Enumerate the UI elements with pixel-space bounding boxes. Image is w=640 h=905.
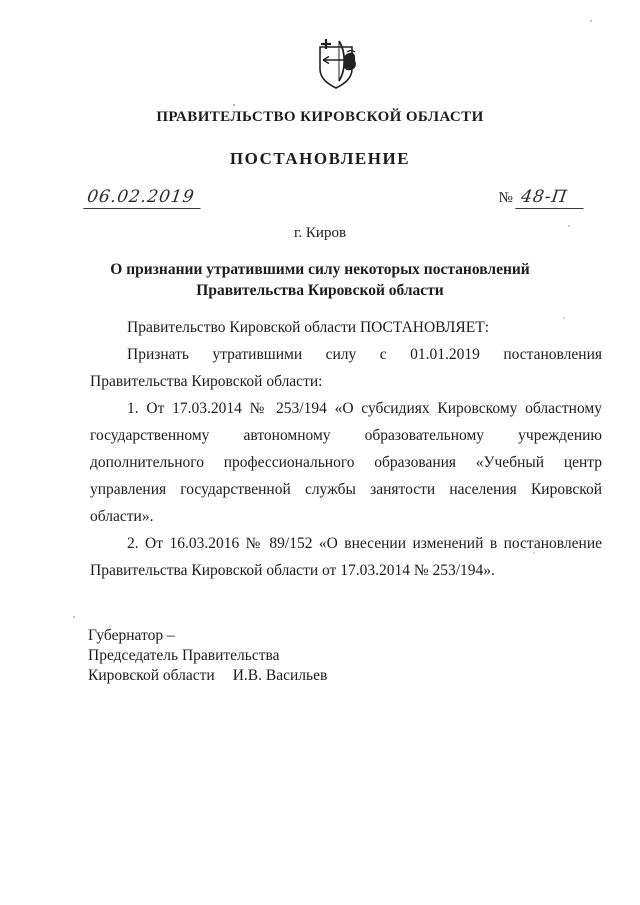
requisites-row (85, 185, 585, 209)
number-handwritten: 48-П (515, 187, 586, 209)
body-paragraph-item-2: 2. От 16.03.2016 № 89/152 «О внесении изменений в постановление Правительства Кировской области от 17.03.2014 № 253/194». (90, 535, 602, 579)
doc-type-heading: ПОСТАНОВЛЕНИЕ (229, 149, 411, 168)
org-name-heading: ПРАВИТЕЛЬСТВО КИРОВСКОЙ ОБЛАСТИ (156, 109, 484, 125)
document-title-line2: Правительства Кировской области (196, 282, 444, 299)
coat-of-arms-icon (316, 38, 356, 90)
date-handwritten: 06.02.2019 (83, 187, 203, 209)
signature-name: И.В. Васильев (232, 667, 328, 684)
signature-position: Кировской области (88, 667, 215, 684)
signature-title-line2: Председатель Правительства (88, 647, 280, 664)
signature-title-line1: Губернатор – (88, 627, 175, 644)
body-paragraph-resolution: Правительство Кировской области ПОСТАНОВЛЯЕТ: (127, 319, 490, 336)
number-sign-label: № (498, 190, 513, 206)
document-title-line1: О признании утратившими силу некоторых постановлений (110, 261, 530, 278)
scan-noise-speckles (233, 104, 235, 106)
document-title (0, 259, 640, 301)
body-paragraph-item-1: 1. От 17.03.2014 № 253/194 «О субсидиях Кировскому областному государственному автономному образовательному учреждению дополнительного профессионального образования «Учебный центр управления государственной службы занятости населения Кировской области». (90, 400, 602, 525)
city-line: г. Киров (293, 225, 347, 241)
body-paragraph-preamble: Признать утратившими силу с 01.01.2019 постановления Правительства Кировской области: (90, 346, 602, 390)
document-body (90, 314, 602, 584)
signature-block (88, 626, 602, 686)
signature-title-line3 (88, 666, 602, 686)
number-group (498, 187, 585, 209)
